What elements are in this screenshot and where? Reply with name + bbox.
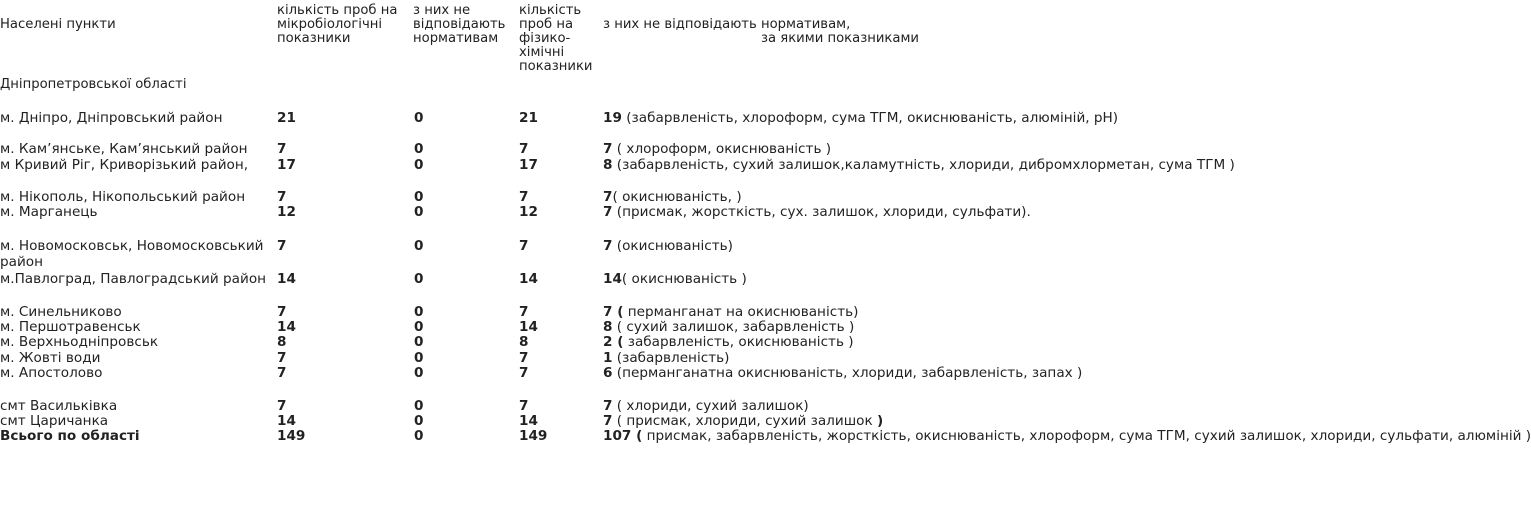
- noncompliant-indicators: ( хлороформ, окиснюваність ): [612, 141, 832, 157]
- micro-samples-cell: 7: [277, 141, 287, 157]
- noncompliant-count: 7: [603, 413, 613, 429]
- header-places-line2: Дніпропетровської області: [0, 77, 187, 92]
- noncompliant-indicators: (присмак, жорсткість, сух. залишок, хлориди, сульфати).: [612, 204, 1031, 220]
- table-row: [0, 110, 1119, 142]
- chem-noncompliant-cell: [603, 189, 742, 205]
- chem-samples-cell: 14: [519, 271, 538, 287]
- chem-noncompliant-cell: [603, 238, 733, 254]
- noncompliant-indicators: ( окиснюваність ): [621, 271, 747, 287]
- chem-noncompliant-cell: [603, 304, 858, 320]
- micro-samples-cell: 14: [277, 319, 296, 335]
- micro-noncompliant-cell: 0: [414, 350, 424, 366]
- micro-noncompliant-cell: 0: [414, 334, 424, 350]
- chem-noncompliant-cell: [603, 334, 854, 350]
- noncompliant-count: 107 (: [603, 428, 643, 444]
- chem-samples-cell: 8: [519, 334, 529, 350]
- micro-samples-cell: 149: [277, 428, 306, 444]
- micro-noncompliant-cell: 0: [414, 110, 424, 126]
- chem-samples-cell: 21: [519, 110, 538, 126]
- micro-samples-cell: 7: [277, 189, 287, 205]
- table-row: [0, 320, 1024, 335]
- place-cell: Всього по області: [0, 428, 140, 444]
- header-chem-line2: за якими показниками: [761, 31, 919, 46]
- noncompliant-count: 7: [603, 238, 613, 254]
- chem-samples-cell: 7: [519, 365, 529, 381]
- chem-noncompliant-cell: [603, 110, 1118, 126]
- noncompliant-count: 7: [603, 204, 613, 220]
- micro-noncompliant-cell: 0: [414, 157, 424, 173]
- noncompliant-indicators: ( окиснюваність, ): [612, 189, 742, 205]
- noncompliant-indicators: ( сухий залишок, забарвленість ): [612, 319, 855, 335]
- table-row: [0, 142, 1024, 158]
- chem-samples-cell: 7: [519, 304, 529, 320]
- chem-noncompliant-cell: [603, 157, 1235, 173]
- chem-noncompliant-cell: [603, 365, 1082, 381]
- table-row: [0, 399, 1024, 414]
- table-row: [0, 335, 1024, 351]
- header-col-chem-samples: кількість проб на фізико- хімічні показники: [519, 3, 593, 74]
- micro-noncompliant-cell: 0: [414, 413, 424, 429]
- chem-noncompliant-cell: [603, 271, 747, 287]
- noncompliant-indicators: (окиснюваність): [612, 238, 733, 254]
- micro-noncompliant-cell: 0: [414, 204, 424, 220]
- noncompliant-count: 14: [603, 271, 622, 287]
- noncompliant-count: 2 (: [603, 334, 624, 350]
- noncompliant-indicators: перманганат на окиснюваність): [623, 304, 859, 320]
- chem-samples-cell: 7: [519, 350, 529, 366]
- micro-noncompliant-cell: 0: [414, 428, 424, 444]
- micro-samples-cell: 8: [277, 334, 287, 350]
- chem-samples-cell: 7: [519, 238, 529, 254]
- noncompliant-indicators: (забарвленість, хлороформ, сума ТГМ, окиснюваність, алюміній, рН): [621, 110, 1119, 126]
- chem-noncompliant-cell: [603, 319, 854, 335]
- noncompliant-count: 8: [603, 319, 613, 335]
- micro-samples-cell: 7: [277, 238, 287, 254]
- micro-samples-cell: 14: [277, 271, 296, 287]
- place-cell: м. Синельниково: [0, 304, 122, 320]
- noncompliant-count: 7: [603, 398, 613, 414]
- micro-samples-cell: 7: [277, 365, 287, 381]
- noncompliant-indicators: присмак, забарвленість, жорсткість, окиснюваність, хлороформ, сума ТГМ, сухий залишок, хлориди, сульфати, алюміній ): [642, 428, 1531, 444]
- micro-samples-cell: 7: [277, 304, 287, 320]
- header-chem-line1: з них не відповідають нормативам,: [603, 17, 851, 32]
- noncompliant-closing-paren: ): [877, 413, 884, 429]
- header-places-line1: Населені пункти: [0, 17, 116, 32]
- table-row: [0, 239, 1024, 272]
- table-body: [0, 110, 1531, 476]
- noncompliant-count: 8: [603, 157, 613, 173]
- chem-samples-cell: 7: [519, 189, 529, 205]
- place-cell: м.Павлоград, Павлоградський район: [0, 271, 267, 287]
- chem-noncompliant-cell: [603, 398, 809, 414]
- micro-samples-cell: 7: [277, 350, 287, 366]
- chem-samples-cell: 17: [519, 157, 538, 173]
- micro-noncompliant-cell: 0: [414, 398, 424, 414]
- micro-samples-cell: 12: [277, 204, 296, 220]
- place-cell: смт Васильківка: [0, 398, 118, 414]
- chem-samples-cell: 7: [519, 141, 529, 157]
- noncompliant-count: 19: [603, 110, 622, 126]
- micro-noncompliant-cell: 0: [414, 141, 424, 157]
- micro-noncompliant-cell: 0: [414, 271, 424, 287]
- chem-samples-cell: 14: [519, 413, 538, 429]
- table-row: [0, 190, 1024, 205]
- table-row: [0, 157, 1235, 190]
- place-cell: м Кривий Ріг, Криворізький район,: [0, 157, 249, 173]
- chem-noncompliant-cell: [603, 428, 1531, 444]
- table-row: [0, 204, 1031, 239]
- place-cell: м. Жовті води: [0, 350, 101, 366]
- place-cell: м. Апостолово: [0, 365, 103, 381]
- header-col-places: [0, 4, 262, 106]
- place-cell: смт Царичанка: [0, 413, 109, 429]
- micro-noncompliant-cell: 0: [414, 189, 424, 205]
- noncompliant-indicators: (забарвленість, сухий залишок,каламутність, хлориди, дибромхлорметан, сума ТГМ ): [612, 157, 1235, 173]
- noncompliant-indicators: (перманганатна окиснюваність, хлориди, забарвленість, запах ): [612, 365, 1083, 381]
- noncompliant-indicators: (забарвленість): [612, 350, 730, 366]
- micro-samples-cell: 14: [277, 413, 296, 429]
- noncompliant-indicators: ( присмак, хлориди, сухий залишок: [612, 413, 877, 429]
- place-cell: м. Нікополь, Нікопольський район: [0, 189, 246, 205]
- table-row: [0, 414, 1024, 429]
- chem-noncompliant-cell: [603, 204, 1031, 220]
- chem-samples-cell: 149: [519, 428, 548, 444]
- micro-samples-cell: 17: [277, 157, 296, 173]
- table-row: [0, 272, 1024, 305]
- noncompliant-count: 1: [603, 350, 613, 366]
- header-col-micro-noncompliant: з них не відповідають нормативам: [413, 3, 506, 46]
- micro-noncompliant-cell: 0: [414, 319, 424, 335]
- noncompliant-indicators: забарвленість, окиснюваність ): [623, 334, 854, 350]
- chem-samples-cell: 12: [519, 204, 538, 220]
- chem-noncompliant-cell: [603, 350, 729, 366]
- place-cell: м. Дніпро, Дніпровський район: [0, 110, 223, 126]
- micro-noncompliant-cell: 0: [414, 304, 424, 320]
- chem-noncompliant-cell: [603, 413, 883, 429]
- header-col-micro-samples: кількість проб на мікробіологічні показники: [277, 3, 398, 46]
- table-row: [0, 351, 1024, 366]
- chem-samples-cell: 7: [519, 398, 529, 414]
- place-cell: м. Верхньодніпровськ: [0, 334, 159, 350]
- place-cell: м. Кам’янське, Кам’янський район: [0, 141, 248, 157]
- place-cell: м. Новомосковськ, Новомосковський район: [0, 238, 264, 270]
- place-cell: м. Першотравенськ: [0, 319, 141, 335]
- chem-samples-cell: 14: [519, 319, 538, 335]
- noncompliant-count: 7: [603, 141, 613, 157]
- place-cell: м. Марганець: [0, 204, 98, 220]
- chem-noncompliant-cell: [603, 141, 831, 157]
- header-col-chem-noncompliant: [603, 4, 1013, 60]
- micro-noncompliant-cell: 0: [414, 238, 424, 254]
- micro-samples-cell: 21: [277, 110, 296, 126]
- noncompliant-count: 7 (: [603, 304, 624, 320]
- table-row: [0, 305, 1024, 320]
- micro-noncompliant-cell: 0: [414, 365, 424, 381]
- table-row: [0, 365, 1083, 399]
- table-row-total: [0, 428, 1531, 476]
- noncompliant-count: 6: [603, 365, 613, 381]
- noncompliant-count: 7: [603, 189, 613, 205]
- micro-samples-cell: 7: [277, 398, 287, 414]
- noncompliant-indicators: ( хлориди, сухий залишок): [612, 398, 809, 414]
